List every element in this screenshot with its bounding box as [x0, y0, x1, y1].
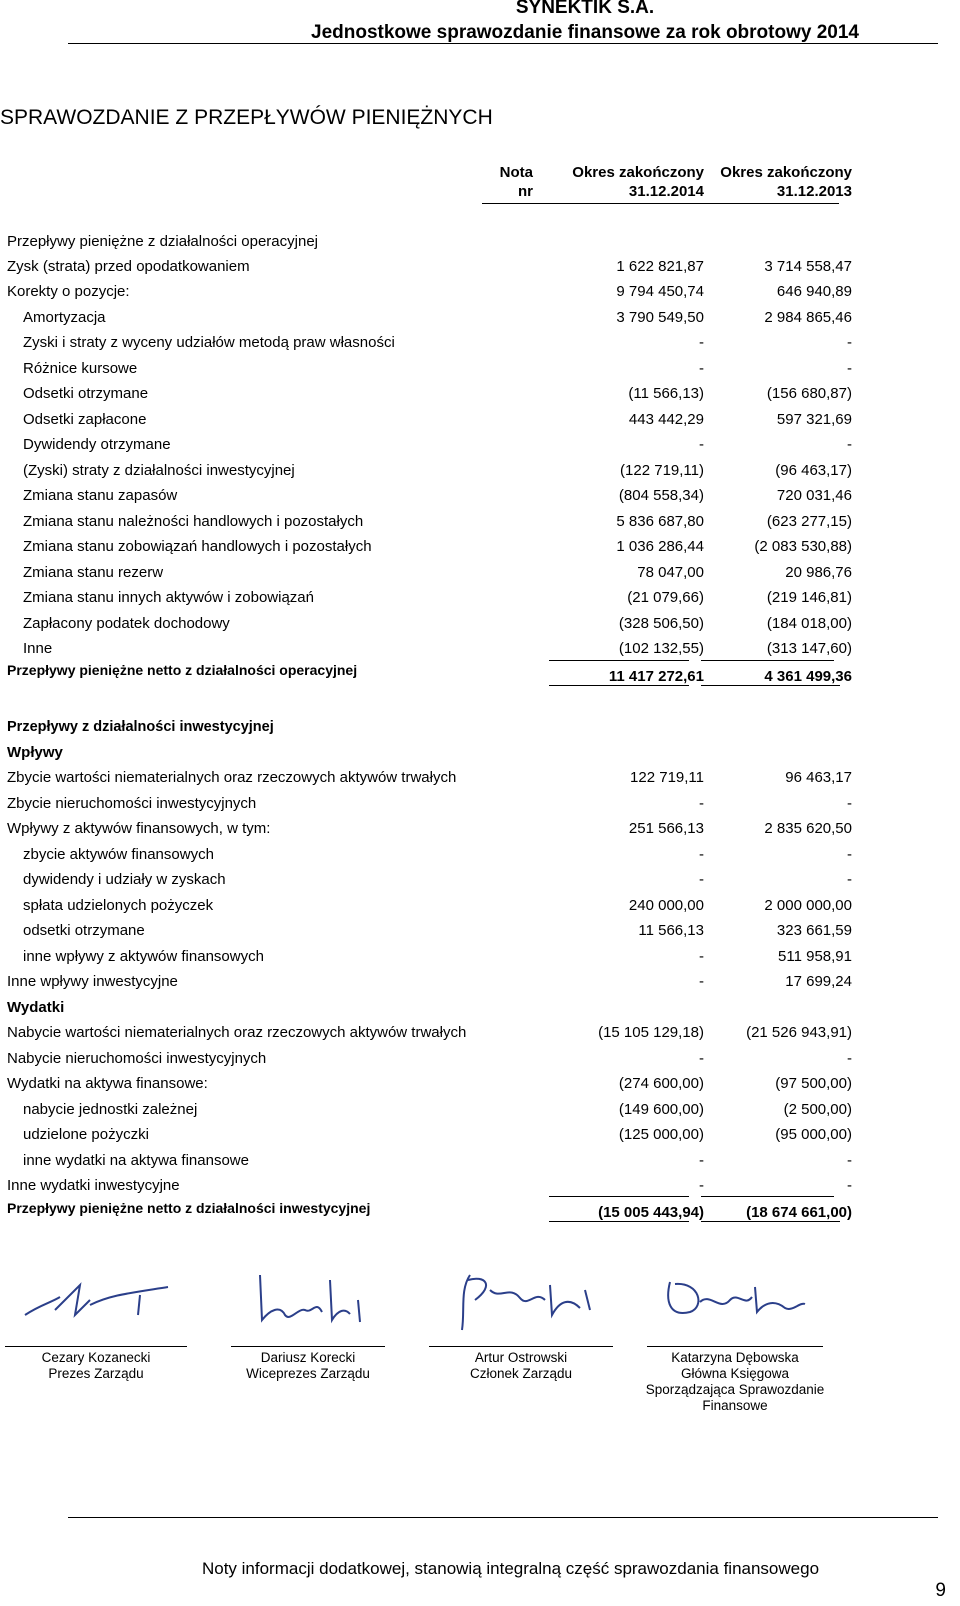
value-2014: 5 836 687,80: [616, 513, 704, 530]
table-row: [0, 922, 960, 948]
value-2014: -: [699, 436, 704, 453]
value-2014: (274 600,00): [618, 1075, 704, 1092]
value-2014: -: [699, 360, 704, 377]
total-rule: [549, 1221, 689, 1222]
total-row-investing: [0, 1200, 960, 1226]
row-label: Inne wydatki inwestycyjne: [7, 1177, 180, 1194]
value-2014: 9 794 450,74: [616, 283, 704, 300]
table-row: [0, 589, 960, 615]
value-2013: -: [847, 360, 852, 377]
value-2013: 17 699,24: [785, 973, 852, 990]
value-2013: 2 835 620,50: [764, 820, 852, 837]
section-heading-investing: [0, 719, 960, 745]
table-row: [0, 564, 960, 590]
value-2014: -: [699, 948, 704, 965]
row-label: Zyski i straty z wyceny udziałów metodą praw własności: [23, 334, 395, 351]
value-2013: 597 321,69: [776, 411, 852, 428]
value-2013: 96 463,17: [785, 769, 852, 786]
signature-scribble-korecki: [250, 1270, 370, 1330]
value-2013: 2 000 000,00: [764, 897, 852, 914]
total-rule: [701, 1221, 840, 1222]
table-row: [0, 871, 960, 897]
row-label: Wydatki na aktywa finansowe:: [7, 1075, 208, 1092]
value-2013: (96 463,17): [775, 462, 852, 479]
col-2013-line2: 31.12.2013: [776, 183, 852, 200]
page-title: SPRAWOZDANIE Z PRZEPŁYWÓW PIENIĘŻNYCH: [0, 106, 493, 129]
value-2014: 3 790 549,50: [616, 309, 704, 326]
subtotal-rule: [701, 1196, 834, 1197]
table-row: [0, 411, 960, 437]
row-label: Korekty o pozycje:: [7, 283, 130, 300]
row-label: Zmiana stanu zapasów: [23, 487, 178, 504]
table-row: [0, 795, 960, 821]
row-label: Odsetki otrzymane: [23, 385, 149, 402]
table-row: [0, 283, 960, 309]
table-row: [0, 538, 960, 564]
signature-line: [647, 1346, 823, 1347]
table-row: [0, 360, 960, 386]
row-label: nabycie jednostki zależnej: [23, 1101, 198, 1118]
value-2013: 323 661,59: [776, 922, 852, 939]
value-2013: (21 526 943,91): [746, 1024, 852, 1041]
signatory-role-line3: Finansowe: [702, 1398, 768, 1413]
row-label: Zmiana stanu rezerw: [23, 564, 164, 581]
signature-scribble-debowska: [660, 1272, 810, 1332]
value-2014: 251 566,13: [628, 820, 704, 837]
value-2013: -: [847, 1177, 852, 1194]
value-2014: 240 000,00: [628, 897, 704, 914]
row-label: inne wydatki na aktywa finansowe: [23, 1152, 249, 1169]
table-row: [0, 258, 960, 284]
table-row: [0, 615, 960, 641]
value-2013: (95 000,00): [775, 1126, 852, 1143]
value-2013: 3 714 558,47: [764, 258, 852, 275]
total-label: Przepływy pieniężne netto z działalności operacyjnej: [7, 662, 358, 678]
row-label: Dywidendy otrzymane: [23, 436, 171, 453]
table-row: [0, 1075, 960, 1101]
row-label: Zmiana stanu zobowiązań handlowych i pozostałych: [23, 538, 372, 555]
signature-block: [630, 1350, 840, 1414]
row-label: Odsetki zapłacone: [23, 411, 147, 428]
total-2014: (15 005 443,94): [598, 1204, 704, 1221]
value-2013: 646 940,89: [776, 283, 852, 300]
report-subtitle: Jednostkowe sprawozdanie finansowe za rok obrotowy 2014: [311, 22, 859, 43]
table-row: [0, 462, 960, 488]
value-2014: 78 047,00: [637, 564, 704, 581]
value-2014: 122 719,11: [630, 769, 704, 786]
row-label: zbycie aktywów finansowych: [23, 846, 214, 863]
table-row: [0, 948, 960, 974]
row-label: dywidendy i udziały w zyskach: [23, 871, 226, 888]
value-2013: -: [847, 846, 852, 863]
col-2014-line1: Okres zakończony: [572, 164, 704, 181]
footer-rule: [68, 1517, 938, 1518]
table-row: [0, 1024, 960, 1050]
value-2014: (149 600,00): [618, 1101, 704, 1118]
row-label: Nabycie wartości niematerialnych oraz rzeczowych aktywów trwałych: [7, 1024, 467, 1041]
row-label: Zapłacony podatek dochodowy: [23, 615, 230, 632]
row-label: Zmiana stanu należności handlowych i pozostałych: [23, 513, 364, 530]
value-2013: 720 031,46: [776, 487, 852, 504]
table-row: [0, 846, 960, 872]
total-2014: 11 417 272,61: [608, 668, 704, 685]
col-nota-line1: Nota: [499, 164, 533, 181]
header-rule: [68, 43, 938, 44]
table-row: [0, 1152, 960, 1178]
value-2013: -: [847, 871, 852, 888]
subtotal-rule: [549, 660, 689, 661]
value-2014: 443 442,29: [628, 411, 704, 428]
value-2014: -: [699, 795, 704, 812]
company-name: SYNEKTIK S.A.: [515, 0, 655, 18]
col-nota-line2: nr: [518, 183, 533, 200]
subsection-heading-inflows: [0, 744, 960, 770]
signatory-role: Członek Zarządu: [469, 1366, 573, 1381]
row-label: odsetki otrzymane: [23, 922, 145, 939]
subsection-heading-outflows: [0, 999, 960, 1025]
section-heading-operating: [0, 233, 960, 259]
total-rule: [549, 685, 689, 686]
col-2014-line2: 31.12.2014: [628, 183, 704, 200]
total-rule: [701, 685, 840, 686]
value-2013: 511 958,91: [778, 948, 852, 965]
table-row: [0, 897, 960, 923]
row-label: spłata udzielonych pożyczek: [23, 897, 214, 914]
value-2014: (102 132,55): [618, 640, 704, 657]
value-2014: (122 719,11): [620, 462, 704, 479]
row-label: udzielone pożyczki: [23, 1126, 149, 1143]
row-label: Zmiana stanu innych aktywów i zobowiązań: [23, 589, 314, 606]
value-2013: 20 986,76: [785, 564, 852, 581]
value-2014: -: [699, 1050, 704, 1067]
signature-block: [429, 1350, 613, 1382]
value-2013: -: [847, 334, 852, 351]
value-2014: (125 000,00): [618, 1126, 704, 1143]
signature-line: [5, 1346, 187, 1347]
subtotal-rule: [701, 660, 834, 661]
total-2013: 4 361 499,36: [764, 668, 852, 685]
value-2014: -: [699, 1152, 704, 1169]
total-label: Przepływy pieniężne netto z działalności inwestycyjnej: [7, 1200, 371, 1216]
row-label: Zbycie nieruchomości inwestycyjnych: [7, 795, 257, 812]
signature-scribble-kozanecki: [20, 1275, 180, 1335]
value-2014: -: [699, 846, 704, 863]
value-2013: (2 500,00): [783, 1101, 852, 1118]
row-label: Nabycie nieruchomości inwestycyjnych: [7, 1050, 267, 1067]
value-2013: -: [847, 795, 852, 812]
col-2013-line1: Okres zakończony: [720, 164, 852, 181]
value-2014: -: [699, 334, 704, 351]
value-2013: (623 277,15): [766, 513, 852, 530]
table-row: [0, 385, 960, 411]
row-label: Wpływy z aktywów finansowych, w tym:: [7, 820, 271, 837]
value-2014: 1 622 821,87: [616, 258, 704, 275]
value-2013: (219 146,81): [766, 589, 852, 606]
value-2014: -: [699, 973, 704, 990]
value-2014: -: [699, 1177, 704, 1194]
value-2013: -: [847, 1152, 852, 1169]
value-2013: (313 147,60): [766, 640, 852, 657]
subtotal-rule: [549, 1196, 689, 1197]
value-2013: -: [847, 1050, 852, 1067]
table-row: [0, 1050, 960, 1076]
subsection-heading-label: Wpływy: [7, 744, 63, 761]
value-2013: 2 984 865,46: [764, 309, 852, 326]
row-label: Różnice kursowe: [23, 360, 138, 377]
value-2014: (15 105 129,18): [598, 1024, 704, 1041]
table-row: [0, 436, 960, 462]
table-row: [0, 309, 960, 335]
page-number: 9: [935, 1580, 946, 1601]
row-label: inne wpływy z aktywów finansowych: [23, 948, 264, 965]
signature-line: [231, 1346, 385, 1347]
section-heading-label: Przepływy z działalności inwestycyjnej: [7, 719, 274, 735]
signatory-name: Cezary Kozanecki: [41, 1350, 151, 1365]
footer-note: Noty informacji dodatkowej, stanowią integralną część sprawozdania finansowego: [201, 1559, 820, 1578]
value-2014: (11 566,13): [628, 385, 704, 402]
row-label: Inne wpływy inwestycyjne: [7, 973, 178, 990]
signatory-name: Katarzyna Dębowska: [671, 1350, 799, 1365]
table-row: [0, 973, 960, 999]
value-2014: -: [699, 871, 704, 888]
row-label: Zbycie wartości niematerialnych oraz rzeczowych aktywów trwałych: [7, 769, 457, 786]
signature-line: [429, 1346, 613, 1347]
signature-block: [5, 1350, 187, 1382]
row-label: (Zyski) straty z działalności inwestycyjnej: [23, 462, 295, 479]
total-2013: (18 674 661,00): [746, 1204, 852, 1221]
value-2014: (328 506,50): [618, 615, 704, 632]
value-2013: (156 680,87): [766, 385, 852, 402]
table-row: [0, 487, 960, 513]
signatory-name: Artur Ostrowski: [474, 1350, 568, 1365]
signatory-role: Główna Księgowa: [680, 1366, 790, 1381]
value-2013: (97 500,00): [775, 1075, 852, 1092]
table-row: [0, 1101, 960, 1127]
section-heading-label: Przepływy pieniężne z działalności operacyjnej: [7, 233, 318, 250]
value-2014: (21 079,66): [627, 589, 704, 606]
table-row: [0, 513, 960, 539]
value-2014: (804 558,34): [618, 487, 704, 504]
signatory-role: Wiceprezes Zarządu: [246, 1366, 370, 1381]
row-label: Zysk (strata) przed opodatkowaniem: [7, 258, 250, 275]
subsection-heading-label: Wydatki: [7, 999, 65, 1016]
value-2014: 11 566,13: [638, 922, 704, 939]
table-row: [0, 820, 960, 846]
signatory-role: Prezes Zarządu: [48, 1366, 144, 1381]
value-2013: (184 018,00): [766, 615, 852, 632]
row-label: Inne: [23, 640, 53, 657]
signatory-name: Dariusz Korecki: [260, 1350, 356, 1365]
table-row: [0, 1126, 960, 1152]
column-header-rule: [482, 203, 839, 204]
value-2013: -: [847, 436, 852, 453]
signature-block: [231, 1350, 385, 1382]
value-2013: (2 083 530,88): [754, 538, 852, 555]
row-label: Amortyzacja: [23, 309, 106, 326]
signatory-role-line2: Sporządzająca Sprawozdanie: [645, 1382, 825, 1397]
table-row: [0, 334, 960, 360]
value-2014: 1 036 286,44: [616, 538, 704, 555]
signature-scribble-ostrowski: [450, 1270, 600, 1335]
table-row: [0, 769, 960, 795]
